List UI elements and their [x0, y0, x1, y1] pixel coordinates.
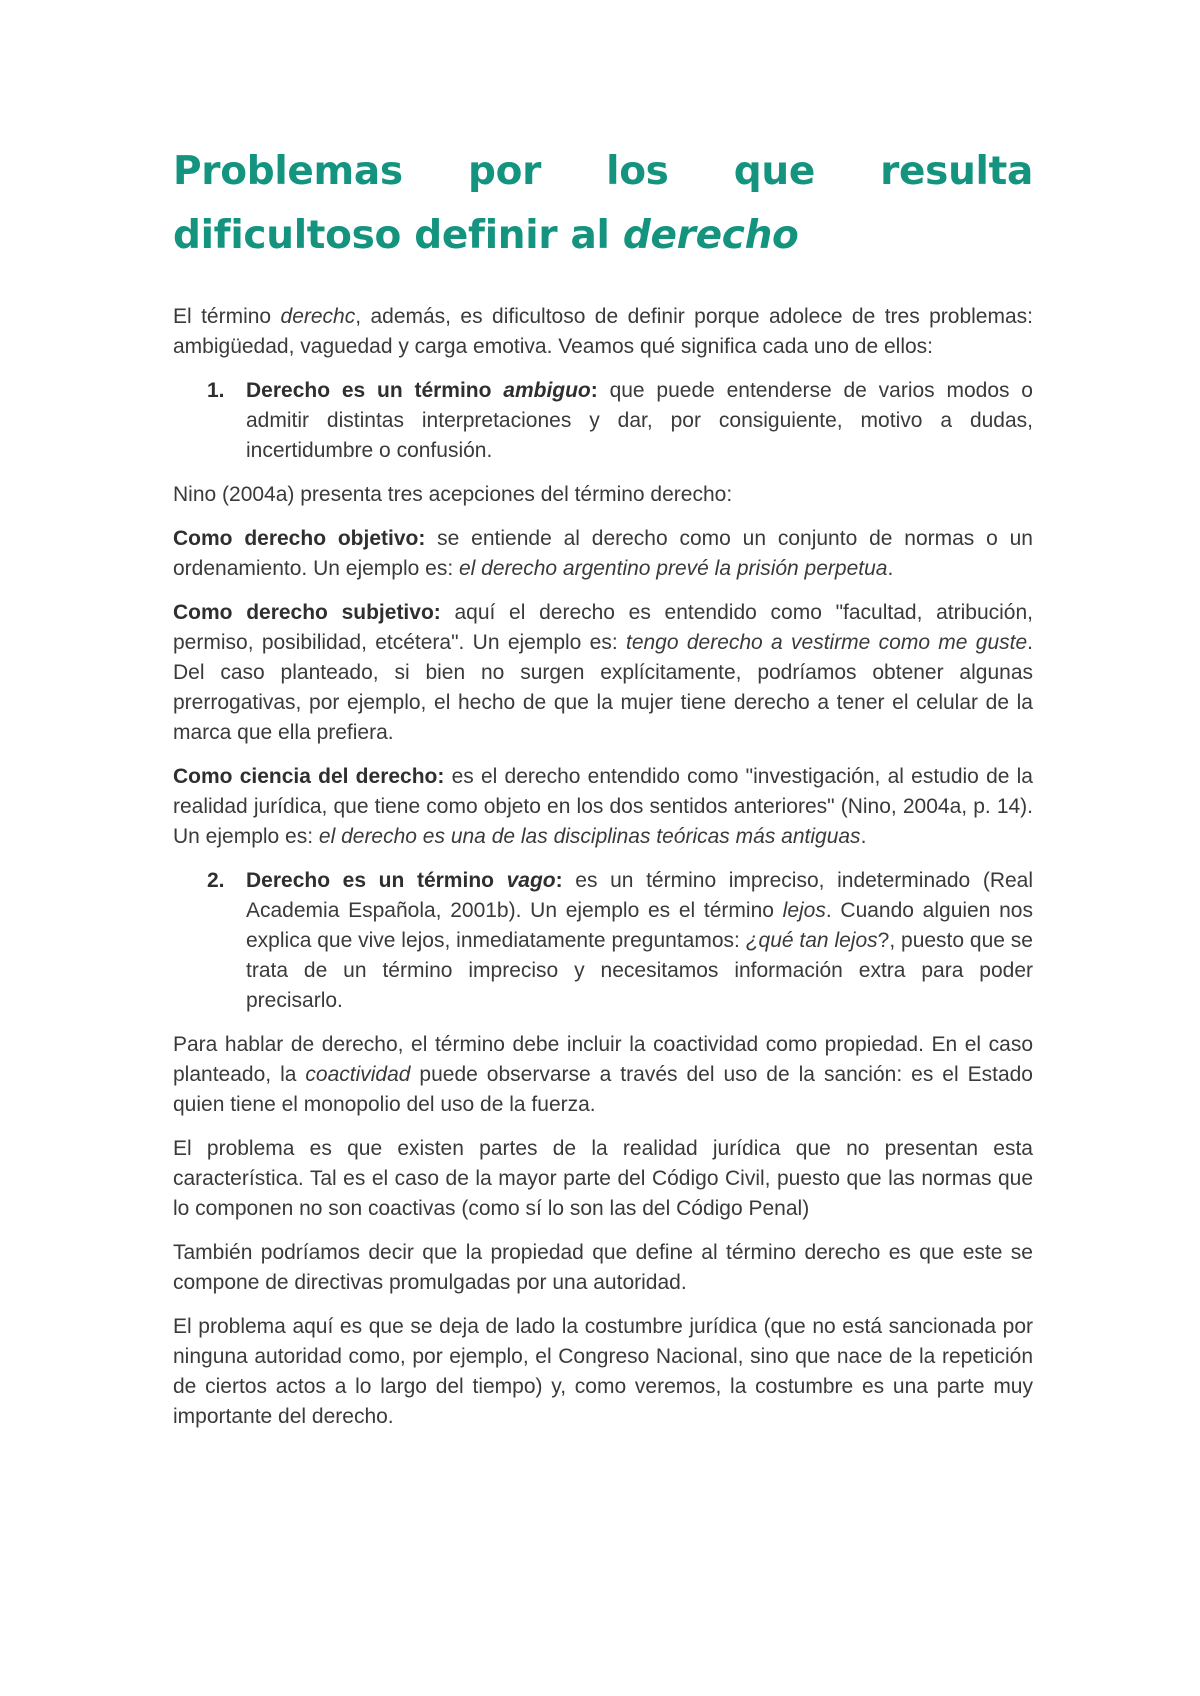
ciencia-paragraph: Como ciencia del derecho: es el derecho entendido como "investigación, al estudio de la realidad jurídica, que tiene como objeto en los dos sentidos anteriores" (Nino, 2004a, p. 14). Un ejemplo es: el derecho es una de las disciplinas teóricas más antiguas.: [173, 765, 1033, 848]
list-number: 1.: [207, 379, 225, 402]
objetivo-paragraph: Como derecho objetivo: se entiende al derecho como un conjunto de normas o un ordenamiento. Un ejemplo es: el derecho argentino prevé la prisión perpetua.: [173, 527, 1033, 580]
problema-codigo-paragraph: El problema es que existen partes de la realidad jurídica que no presentan esta característica. Tal es el caso de la mayor parte del Código Civil, puesto que las normas que lo componen no son coactivas (como sí lo son las del Código Penal): [173, 1137, 1033, 1220]
title-line-1: [173, 140, 1033, 204]
title-italic: derecho: [622, 213, 799, 258]
title-word: por: [467, 149, 541, 194]
coactividad-paragraph: Para hablar de derecho, el término debe incluir la coactividad como propiedad. En el caso planteado, la coactividad puede observarse a través del uso de la sanción: es el Estado quien tiene el monopolio del uso de la fuerza.: [173, 1033, 1033, 1116]
problema-costumbre-paragraph: El problema aquí es que se deja de lado la costumbre jurídica (que no está sancionada por ninguna autoridad como, por ejemplo, el Congreso Nacional, sino que nace de la repetición de ciertos actos a lo largo del tiempo) y, como veremos, la costumbre es una parte muy importante del derecho.: [173, 1315, 1033, 1428]
tambien-paragraph: También podríamos decir que la propiedad que define al término derecho es que este se compone de directivas promulgadas por una autoridad.: [173, 1241, 1033, 1294]
subjetivo-paragraph: Como derecho subjetivo: aquí el derecho es entendido como "facultad, atribución, permiso, posibilidad, etcétera". Un ejemplo es: tengo derecho a vestirme como me guste. Del caso planteado, si bien no surgen explícitamente, podríamos obtener algunas prerrogativas, por ejemplo, el hecho de que la mujer tiene derecho a tener el celular de la marca que ella prefiera.: [173, 601, 1034, 744]
list-item: 1. Derecho es un término ambiguo: que puede entenderse de varios modos o admitir distintas interpretaciones y dar, por consiguiente, motivo a dudas, incertidumbre o confusión.: [173, 376, 1033, 466]
list-item: 2. Derecho es un término vago: es un término impreciso, indeterminado (Real Academia Española, 2001b). Un ejemplo es el término lejos. Cuando alguien nos explica que vive lejos, inmediatamente preguntamos: ¿qué tan lejos?, puesto que se trata de un término impreciso y necesitamos información extra para poder precisarlo.: [173, 866, 1033, 1016]
title-word: los: [606, 149, 669, 194]
page-title: [173, 140, 1033, 268]
intro-paragraph: El término derechc, además, es dificultoso de definir porque adolece de tres problemas: ambigüedad, vaguedad y carga emotiva. Veamos qué significa cada uno de ellos:: [173, 305, 1033, 358]
list-vago: [173, 866, 1033, 1016]
title-word: resulta: [880, 149, 1033, 194]
title-line-2: dificultoso definir al derecho: [173, 213, 799, 258]
title-word: que: [733, 149, 815, 194]
document-page: [173, 140, 1033, 1446]
list-ambiguo: [173, 376, 1033, 466]
list-number: 2.: [207, 869, 225, 892]
nino-intro-paragraph: Nino (2004a) presenta tres acepciones del término derecho:: [173, 483, 733, 506]
title-word: Problemas: [173, 149, 403, 194]
